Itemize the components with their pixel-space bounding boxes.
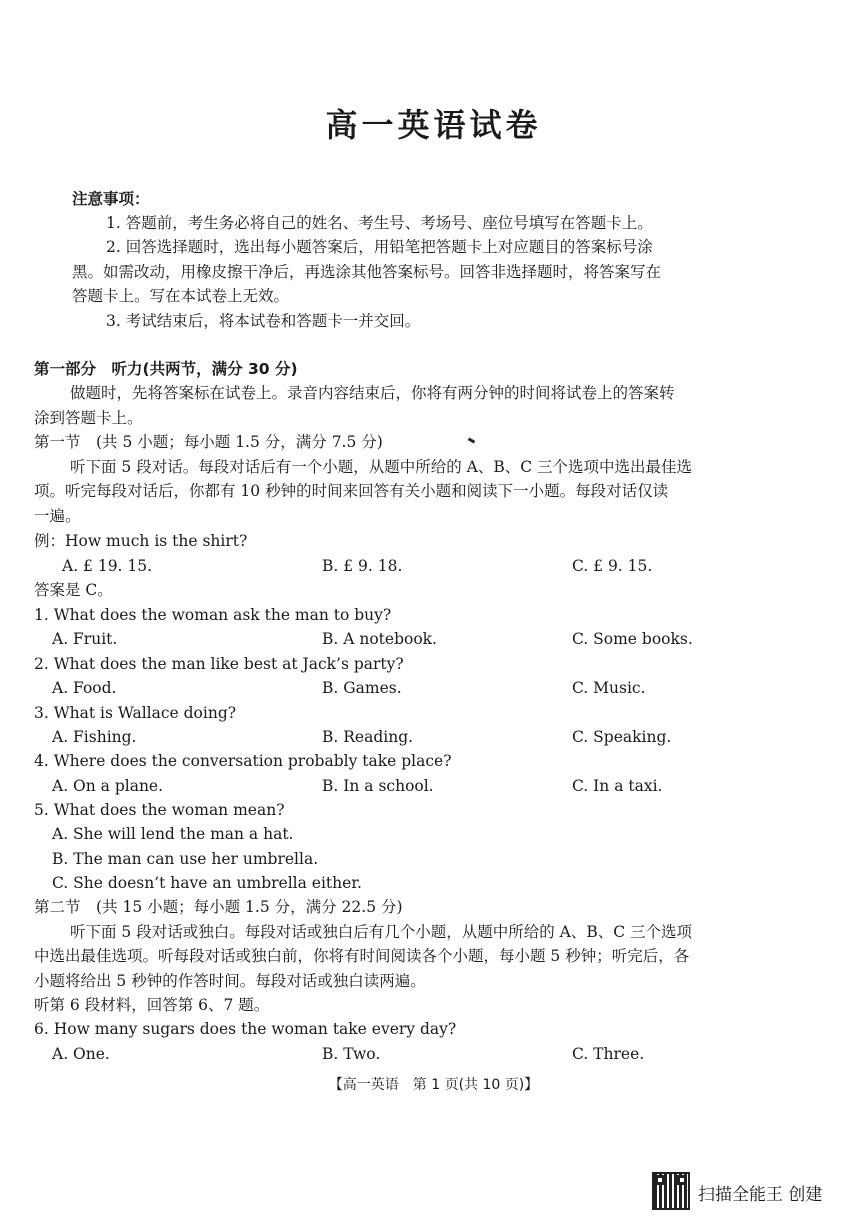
q5-option-c: C. She doesn’t have an umbrella either. (52, 874, 362, 892)
qr-code-icon (652, 1172, 690, 1210)
material-6-instruction: 听第 6 段材料，回答第 6、7 题。 (34, 996, 270, 1014)
q6-option-b: B. Two. (322, 1045, 381, 1063)
section2-intro: 中选出最佳选项。听每段对话或独白前，你将有时间阅读各个小题，每小题 5 秒钟；听完后，各 (34, 947, 690, 965)
question-4: 4. Where does the conversation probably take place? (34, 752, 452, 770)
q5-option-a: A. She will lend the man a hat. (52, 825, 294, 843)
q6-option-a: A. One. (52, 1045, 110, 1063)
q1-option-b: B. A notebook. (322, 630, 437, 648)
part1-intro: 做题时，先将答案标在试卷上。录音内容结束后，你将有两分钟的时间将试卷上的答案转 (70, 384, 675, 402)
section2-intro: 听下面 5 段对话或独白。每段对话或独白后有几个小题，从题中所给的 A、B、C 三个选项 (70, 923, 693, 941)
page-footer: 【高一英语 第 1 页(共 10 页)】 (328, 1077, 539, 1093)
section1-intro: 项。听完每段对话后，你都有 10 秒钟的时间来回答有关小题和阅读下一小题。每段对话仅读 (34, 482, 669, 500)
q2-option-c: C. Music. (572, 679, 646, 697)
notice-line: 黑。如需改动，用橡皮擦干净后，再选涂其他答案标号。回答非选择题时，将答案写在 (72, 263, 662, 281)
section1-intro: 听下面 5 段对话。每段对话后有一个小题，从题中所给的 A、B、C 三个选项中选出最佳选 (70, 458, 693, 476)
notice-heading: 注意事项： (72, 190, 150, 208)
section1-intro: 一遍。 (34, 507, 81, 525)
part1-heading: 第一部分 听力(共两节，满分 30 分) (34, 360, 298, 378)
example-question: 例：How much is the shirt? (34, 532, 248, 550)
q2-option-a: A. Food. (52, 679, 117, 697)
q3-option-b: B. Reading. (322, 728, 414, 746)
example-option-a: A. £ 19. 15. (62, 557, 153, 575)
q4-option-b: B. In a school. (322, 777, 434, 795)
question-2: 2. What does the man like best at Jack’s party? (34, 655, 404, 673)
q4-option-a: A. On a plane. (52, 777, 164, 795)
question-1: 1. What does the woman ask the man to buy? (34, 606, 392, 624)
pen-mark (468, 437, 476, 443)
notice-line: 答题卡上。写在本试卷上无效。 (72, 287, 290, 305)
page-title: 高一英语试卷 (325, 106, 542, 144)
section1-heading: 第一节 (共 5 小题；每小题 1.5 分，满分 7.5 分) (34, 433, 383, 451)
question-5: 5. What does the woman mean? (34, 801, 285, 819)
notice-line: 2. 回答选择题时，选出每小题答案后，用铅笔把答题卡上对应题目的答案标号涂 (106, 238, 653, 256)
notice-line: 1. 答题前，考生务必将自己的姓名、考生号、考场号、座位号填写在答题卡上。 (106, 214, 653, 232)
example-answer: 答案是 C。 (34, 581, 113, 599)
q2-option-b: B. Games. (322, 679, 402, 697)
question-3: 3. What is Wallace doing? (34, 704, 237, 722)
section2-intro: 小题将给出 5 秒钟的作答时间。每段对话或独白读两遍。 (34, 972, 426, 990)
scanner-watermark: 扫描全能王 创建 (698, 1185, 823, 1205)
section2-heading: 第二节 (共 15 小题；每小题 1.5 分，满分 22.5 分) (34, 898, 403, 916)
q3-option-a: A. Fishing. (52, 728, 137, 746)
q5-option-b: B. The man can use her umbrella. (52, 850, 319, 868)
q1-option-a: A. Fruit. (52, 630, 118, 648)
example-option-b: B. £ 9. 18. (322, 557, 403, 575)
q4-option-c: C. In a taxi. (572, 777, 663, 795)
example-option-c: C. £ 9. 15. (572, 557, 653, 575)
q6-option-c: C. Three. (572, 1045, 645, 1063)
notice-line: 3. 考试结束后，将本试卷和答题卡一并交回。 (106, 312, 421, 330)
part1-intro: 涂到答题卡上。 (34, 409, 143, 427)
question-6: 6. How many sugars does the woman take every day? (34, 1020, 457, 1038)
q1-option-c: C. Some books. (572, 630, 693, 648)
q3-option-c: C. Speaking. (572, 728, 672, 746)
